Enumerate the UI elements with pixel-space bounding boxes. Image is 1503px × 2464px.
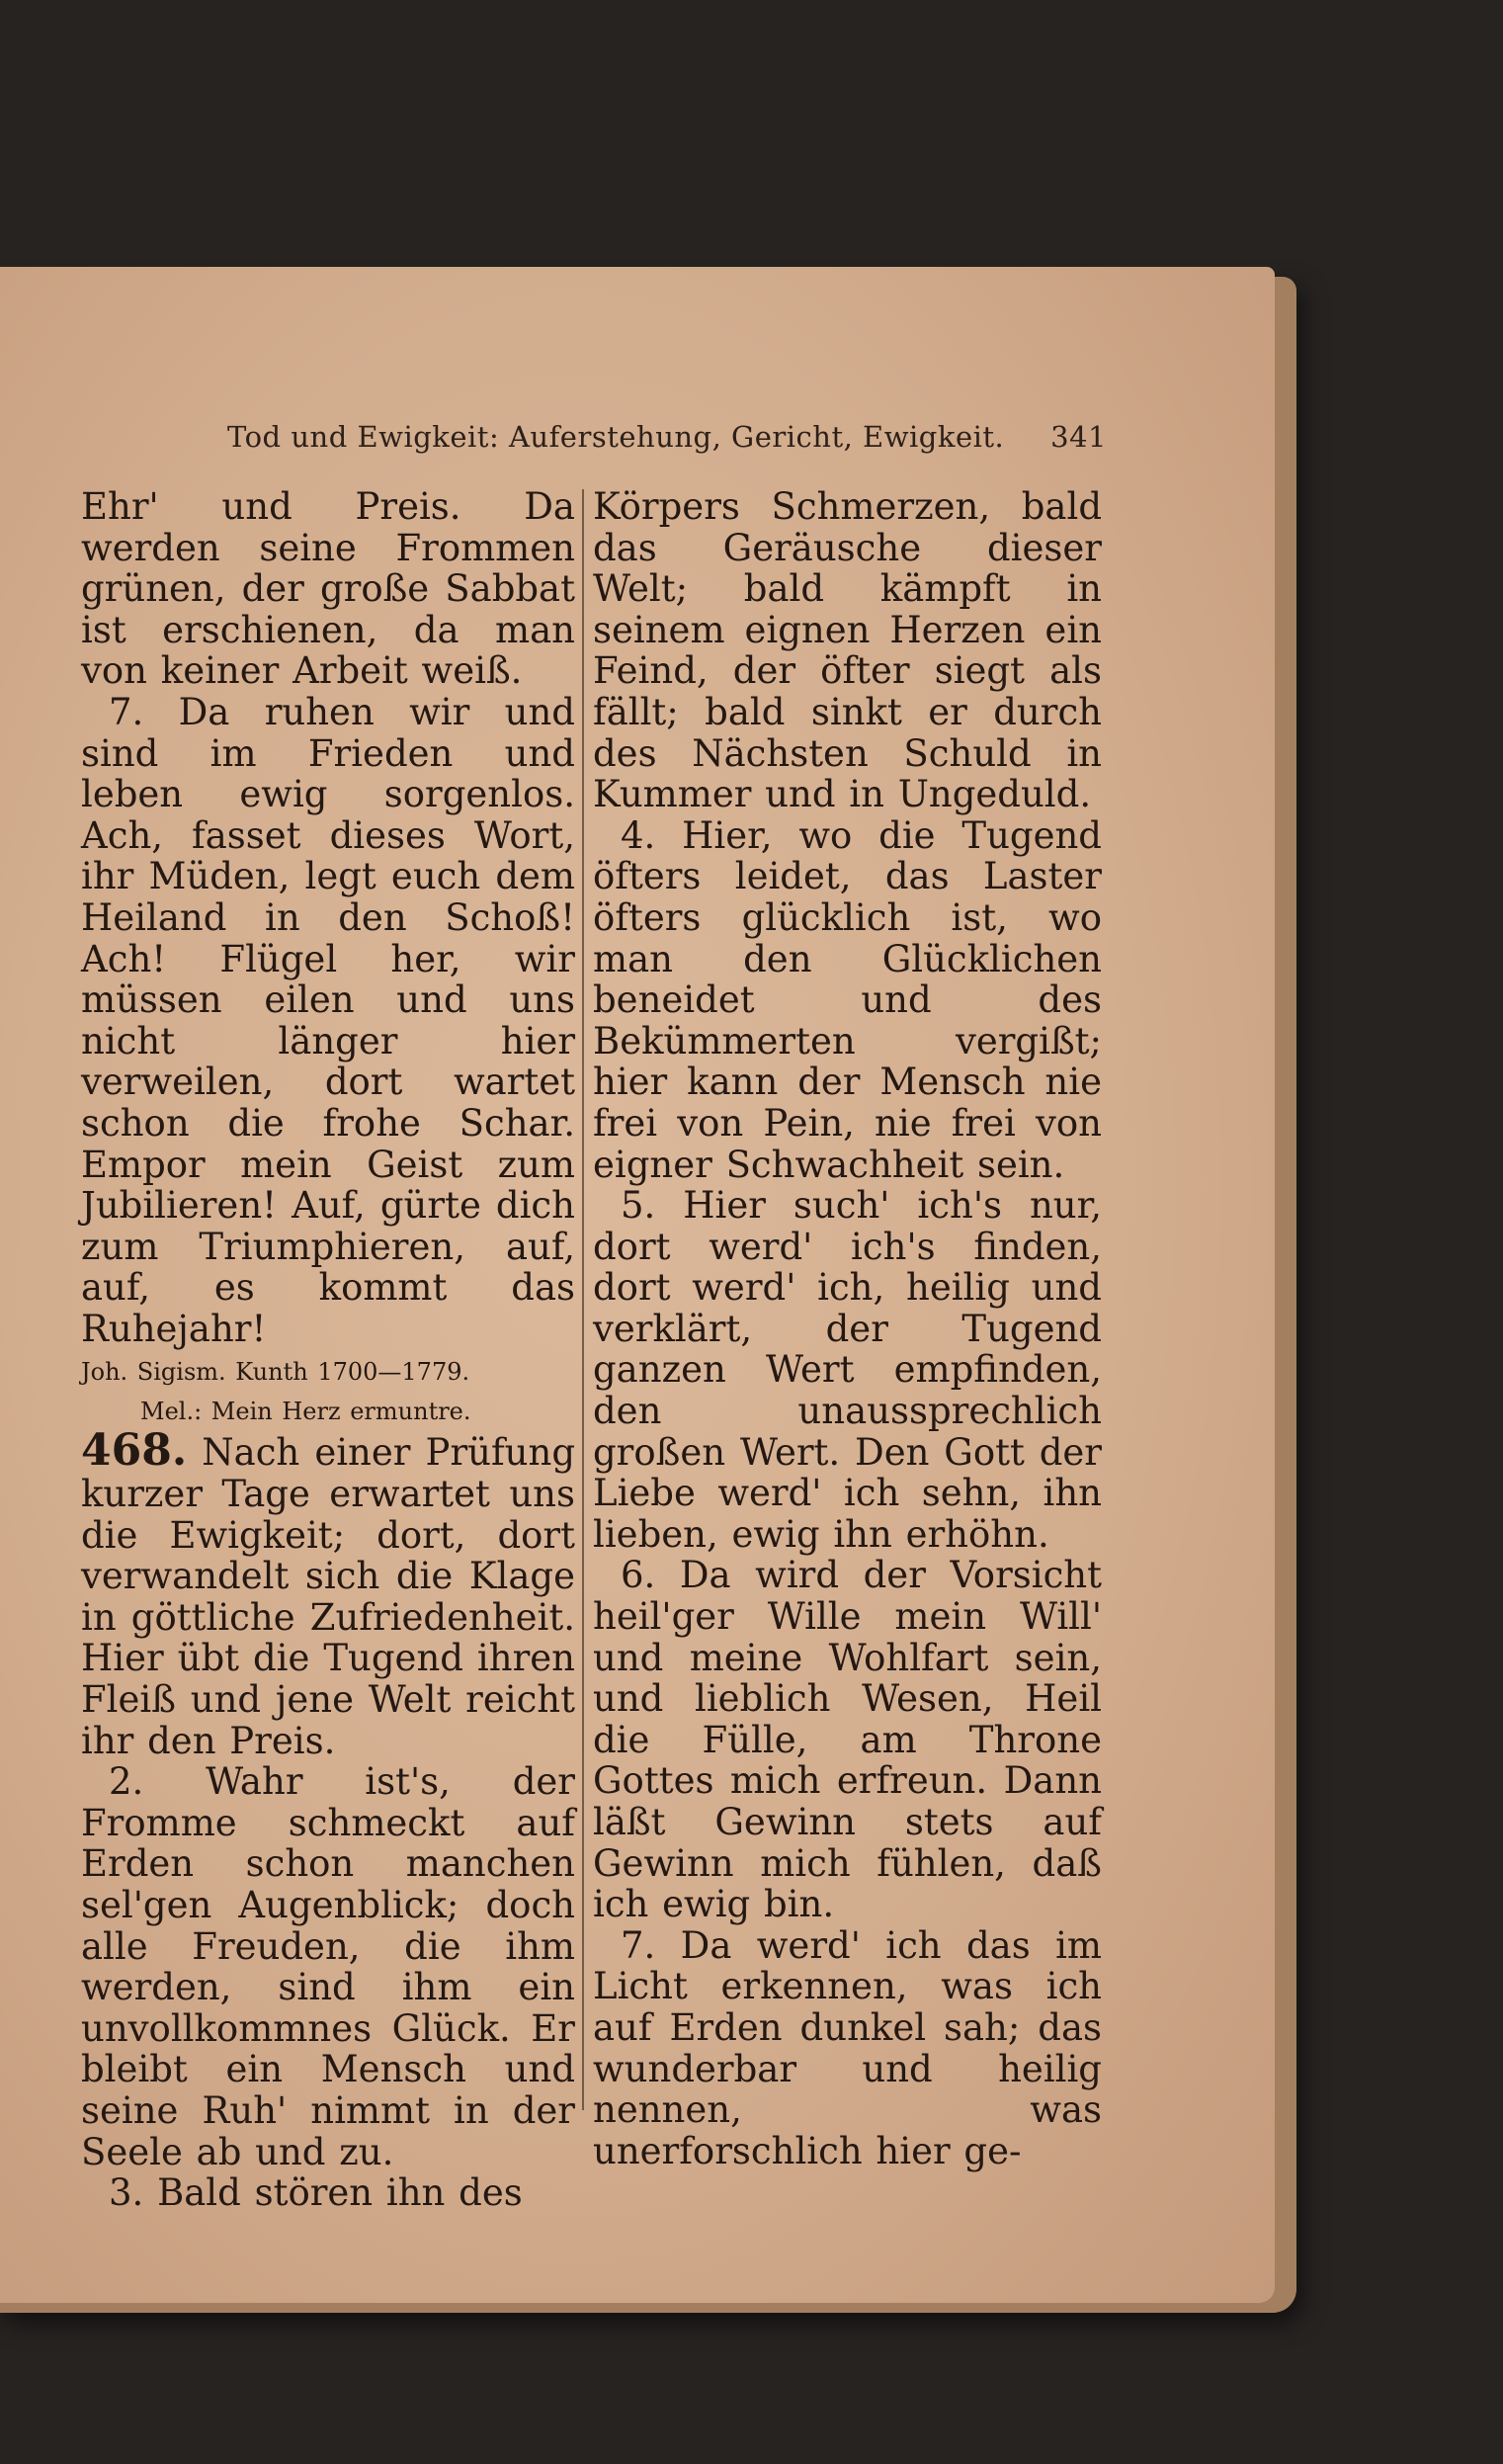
hymn-number: 468. xyxy=(81,1425,188,1477)
hymn-468-verse-2: 2. Wahr ist's, der Fromme schmeckt auf Erden schon manchen sel'gen Augenblick; doch alle Freuden, die ihm werden, sind ihm ein unvollkommnes Glück. Er bleibt ein Mensch und seine Ruh' nimmt in der Seele ab und zu. xyxy=(81,1760,575,2173)
column-divider xyxy=(582,489,584,2110)
hymn-468-text: Nach einer Prüfung kurzer Tage erwartet uns die Ewigkeit; dort, dort verwandelt sich die Klage in göttliche Zufriedenheit. Hier übt die Tugend ihren Fleiß und jene Welt reicht ihr den Preis. xyxy=(81,1431,576,1762)
melody-line: Mel.: Mein Herz ermuntre. xyxy=(140,1398,471,1426)
hymn-468-verse-4: 4. Hier, wo die Tugend öfters leidet, das Laster öfters glücklich ist, wo man den Glücklichen beneidet und des Bekümmerten vergißt; hier kann der Mensch nie frei von Pein, nie frei von eigner Schwachheit sein. xyxy=(593,813,1102,1186)
right-column xyxy=(593,486,1102,2171)
hymn-468-verse-7: 7. Da werd' ich das im Licht erkennen, was ich auf Erden dunkel sah; das wunderbar und heilig nennen, was unerforschlich hier ge- xyxy=(593,1923,1102,2172)
page-header xyxy=(227,420,1107,460)
left-paragraph-1: Ehr' und Preis. Da werden seine Frommen grünen, der große Sabbat ist erschienen, da man von keiner Arbeit weiß. xyxy=(81,485,575,693)
hymn-468-verse-5: 5. Hier such' ich's nur, dort werd' ich's finden, dort werd' ich, heilig und verklärt, der Tugend ganzen Wert empfinden, den unaussprechlich großen Wert. Den Gott der Liebe werd' ich sehn, ihn lieben, ewig ihn erhöhn. xyxy=(593,1184,1102,1556)
page-number: 341 xyxy=(1050,420,1107,454)
hymn-468-verse-3-start: 3. Bald stören ihn des xyxy=(109,2171,523,2215)
hymn-attribution: Joh. Sigism. Kunth 1700—1779. xyxy=(81,1358,470,1387)
left-paragraph-verse-7: 7. Da ruhen wir und sind im Frieden und leben ewig sorgenlos. Ach, fasset dieses Wort, ihr Müden, legt euch dem Heiland in den Schoß! Ach! Flügel her, wir müssen eilen und uns nicht länger hier verweilen, dort wartet schon die frohe Schar. Empor mein Geist zum Jubilieren! Auf, gürte dich zum Triumphieren, auf, auf, es kommt das Ruhejahr! xyxy=(81,690,575,1350)
left-column xyxy=(81,486,575,2214)
running-head: Tod und Ewigkeit: Auferstehung, Gericht, Ewigkeit. xyxy=(227,420,1005,454)
hymn-468-verse-6: 6. Da wird der Vorsicht heil'ger Wille mein Will' und meine Wohlfart sein, und lieblich Wesen, Heil die Fülle, am Throne Gottes mich erfreun. Dann läßt Gewinn stets auf Gewinn mich fühlen, daß ich ewig bin. xyxy=(593,1554,1102,1926)
hymn-468-verse-1 xyxy=(81,1425,576,1762)
right-paragraph-1: Körpers Schmerzen, bald das Geräusche dieser Welt; bald kämpft in seinem eignen Herzen ein Feind, der öfter siegt als fällt; bald sinkt er durch des Nächsten Schuld in Kummer und in Ungeduld. xyxy=(593,485,1102,816)
